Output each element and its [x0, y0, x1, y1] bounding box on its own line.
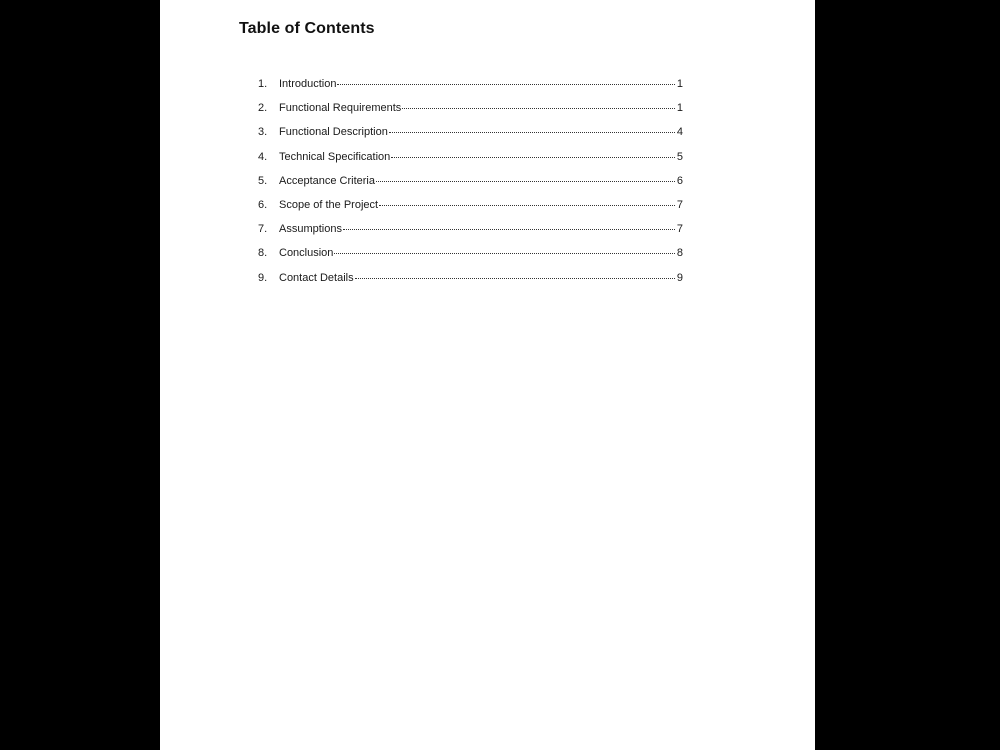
- toc-dot-leader: [343, 228, 675, 230]
- toc-entry-page: 1: [676, 78, 683, 90]
- toc-entry-page: 6: [676, 174, 683, 187]
- toc-list: [258, 78, 683, 296]
- toc-dot-leader: [376, 180, 675, 182]
- toc-entry-page: 5: [676, 150, 683, 163]
- toc-dot-leader: [337, 83, 675, 85]
- toc-entry-page: 1: [676, 102, 683, 115]
- toc-entry-number: 1.: [258, 78, 268, 90]
- toc-entry-label: Assumptions: [279, 223, 342, 236]
- toc-entry-contact-details[interactable]: [258, 272, 683, 296]
- toc-entry-number: 5.: [258, 174, 268, 187]
- toc-dot-leader: [334, 252, 675, 254]
- document-page: [160, 0, 815, 750]
- toc-entry-page: 7: [676, 198, 683, 211]
- toc-entry-label: Functional Requirements: [279, 102, 402, 115]
- toc-dot-leader: [355, 277, 675, 279]
- toc-title: Table of Contents: [239, 20, 375, 37]
- toc-entry-functional-description[interactable]: [258, 126, 683, 150]
- toc-entry-number: 3.: [258, 126, 268, 139]
- toc-entry-label: Contact Details: [279, 271, 354, 284]
- toc-entry-introduction[interactable]: [258, 78, 683, 102]
- toc-entry-conclusion[interactable]: [258, 247, 683, 271]
- toc-entry-number: 8.: [258, 247, 268, 260]
- toc-dot-leader: [379, 204, 675, 206]
- toc-entry-scope-of-the-project[interactable]: [258, 199, 683, 223]
- toc-dot-leader: [389, 131, 675, 133]
- toc-entry-acceptance-criteria[interactable]: [258, 175, 683, 199]
- toc-entry-page: 7: [676, 223, 683, 236]
- toc-entry-number: 2.: [258, 102, 268, 115]
- toc-entry-functional-requirements[interactable]: [258, 102, 683, 126]
- toc-entry-label: Introduction: [279, 78, 337, 90]
- toc-entry-page: 9: [676, 271, 683, 284]
- toc-entry-page: 4: [676, 126, 683, 139]
- toc-dot-leader: [402, 107, 675, 109]
- toc-entry-assumptions[interactable]: [258, 223, 683, 247]
- toc-entry-label: Acceptance Criteria: [279, 174, 375, 187]
- toc-entry-number: 7.: [258, 223, 268, 236]
- toc-entry-number: 6.: [258, 198, 268, 211]
- toc-entry-label: Scope of the Project: [279, 198, 379, 211]
- toc-entry-page: 8: [676, 247, 683, 260]
- toc-entry-label: Conclusion: [279, 247, 334, 260]
- toc-dot-leader: [391, 156, 675, 158]
- toc-entry-technical-specification[interactable]: [258, 151, 683, 175]
- toc-entry-number: 4.: [258, 150, 268, 163]
- toc-entry-label: Functional Description: [279, 126, 388, 139]
- toc-entry-number: 9.: [258, 271, 268, 284]
- toc-entry-label: Technical Specification: [279, 150, 391, 163]
